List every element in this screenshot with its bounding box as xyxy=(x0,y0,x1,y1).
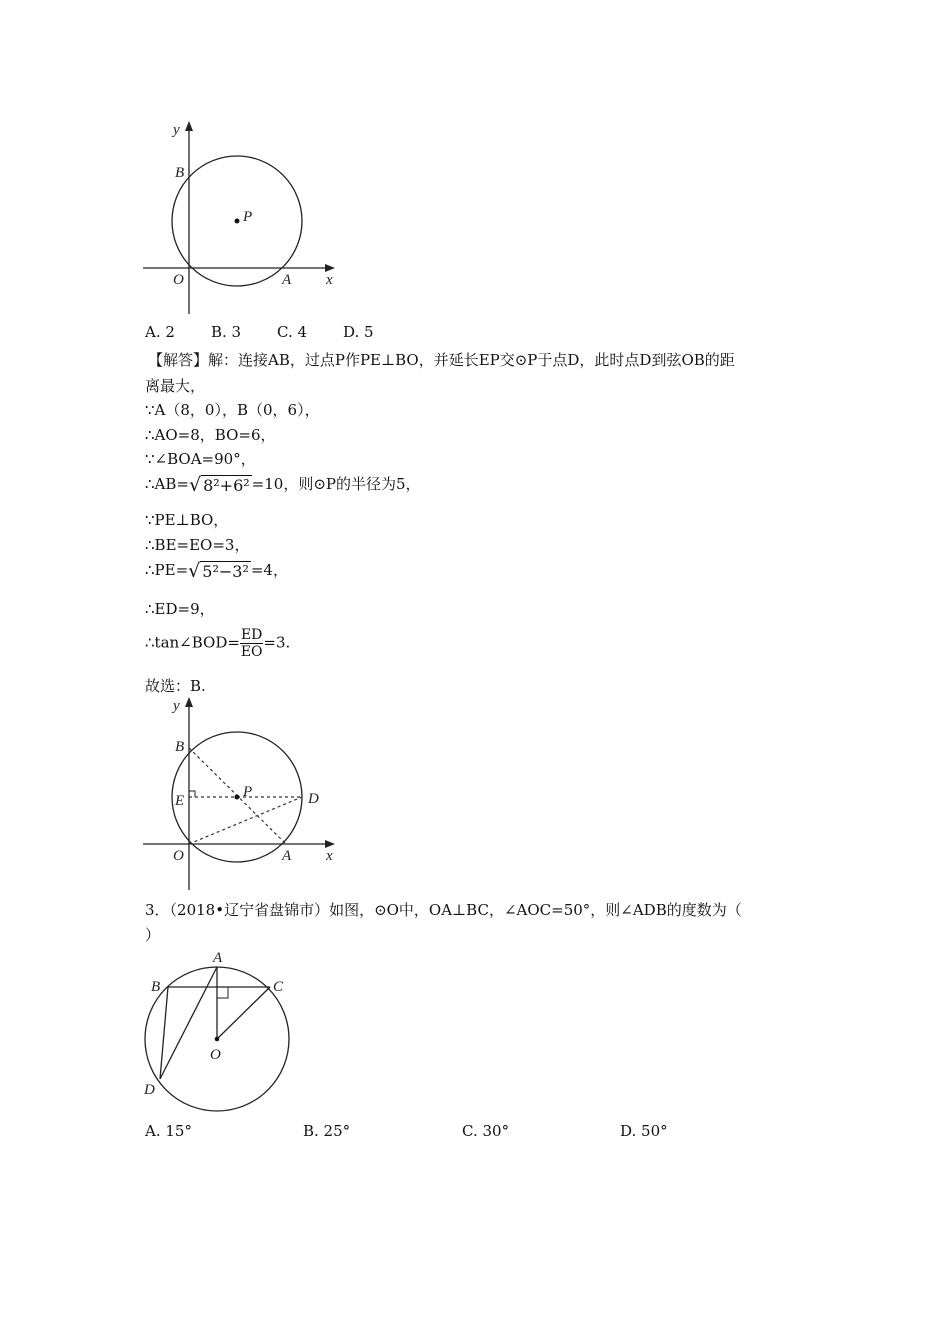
sqrt-pe: √ 5²−3² xyxy=(188,560,249,582)
label-p: P xyxy=(243,784,253,800)
q3-option-b: B. 25° xyxy=(303,1122,351,1140)
sqrt-ab-radicand: 8²+6² xyxy=(203,476,250,495)
segment-ad xyxy=(160,967,217,1079)
right-angle-mark-e xyxy=(189,791,195,797)
q2-option-c: C. 4 xyxy=(277,323,308,341)
segment-oc xyxy=(217,987,270,1039)
label-p: P xyxy=(243,209,253,225)
label-a: A xyxy=(282,272,292,288)
label-b: B xyxy=(175,739,185,755)
solution-line-2: 离最大， xyxy=(145,377,206,395)
solution-line-7: ∵PE⊥BO， xyxy=(145,511,229,529)
fraction-denominator: EO xyxy=(240,644,263,660)
y-axis-arrow xyxy=(185,121,193,131)
q3-option-a: A. 15° xyxy=(145,1122,192,1140)
y-axis-arrow xyxy=(185,697,193,707)
q3-stem-line-2: ） xyxy=(145,926,161,944)
solution-line-8: ∴BE=EO=3， xyxy=(145,536,250,554)
solution-line-11 xyxy=(145,627,290,660)
center-point-o xyxy=(215,1037,220,1042)
solution-line-9-suffix: =4， xyxy=(250,561,288,579)
solution-line-9-prefix: ∴PE= xyxy=(145,561,189,579)
right-angle-mark xyxy=(217,987,228,998)
solution-answer: 故选：B. xyxy=(145,677,206,695)
label-a: A xyxy=(213,950,223,966)
label-c: C xyxy=(273,979,284,995)
figure-1-circle-diagram xyxy=(140,118,350,318)
x-axis-arrow xyxy=(325,840,335,848)
center-point-p xyxy=(235,795,240,800)
fraction-ed-eo xyxy=(240,627,263,660)
solution-line-6-prefix: ∴AB= xyxy=(145,475,189,493)
label-x: x xyxy=(326,272,333,288)
sqrt-ab: √ 8²+6² xyxy=(188,474,250,496)
q2-option-a: A. 2 xyxy=(145,323,175,341)
solution-line-5: ∵∠BOA=90°， xyxy=(145,450,256,468)
fraction-numerator: ED xyxy=(240,627,263,643)
q2-option-b: B. 3 xyxy=(211,323,242,341)
solution-line-3: ∵A（8，0），B（0，6）， xyxy=(145,401,320,419)
sqrt-pe-radicand: 5²−3² xyxy=(202,562,249,581)
solution-line-10: ∴ED=9， xyxy=(145,600,215,618)
label-y: y xyxy=(173,122,180,138)
solution-line-1: 【解答】解：连接AB，过点P作PE⊥BO，并延长EP交⊙P于点D，此时点D到弦OB的距 xyxy=(148,351,735,369)
x-axis-arrow xyxy=(325,264,335,272)
label-o: O xyxy=(210,1047,221,1063)
label-d: D xyxy=(144,1082,155,1098)
label-o: O xyxy=(173,272,184,288)
solution-line-11-prefix: ∴tan∠BOD= xyxy=(145,633,240,652)
label-y: y xyxy=(173,698,180,714)
q3-option-c: C. 30° xyxy=(462,1122,510,1140)
figure-3-circle-diagram xyxy=(140,946,310,1116)
label-b: B xyxy=(175,165,185,181)
solution-line-6-suffix: =10，则⊙P的半径为5， xyxy=(251,475,421,493)
solution-line-9 xyxy=(145,559,288,582)
center-point-p xyxy=(235,219,240,224)
label-b: B xyxy=(151,979,161,995)
solution-line-11-suffix: =3. xyxy=(263,633,291,652)
label-x: x xyxy=(326,848,333,864)
q2-option-d: D. 5 xyxy=(343,323,374,341)
label-d: D xyxy=(308,791,319,807)
solution-line-4: ∴AO=8，BO=6， xyxy=(145,426,276,444)
q3-stem-line-1: 3．（2018•辽宁省盘锦市）如图，⊙O中，OA⊥BC，∠AOC=50°，则∠ADB的度数为（ xyxy=(145,901,742,919)
solution-line-6 xyxy=(145,473,421,496)
label-o: O xyxy=(173,848,184,864)
label-e: E xyxy=(175,793,185,809)
q3-option-d: D. 50° xyxy=(620,1122,668,1140)
label-a: A xyxy=(282,848,292,864)
figure-2-circle-diagram xyxy=(140,694,350,894)
